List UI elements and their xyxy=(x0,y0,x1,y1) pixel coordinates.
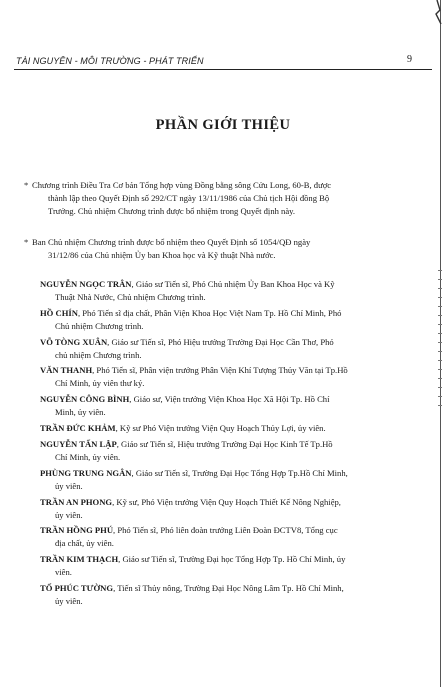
page-number: 9 xyxy=(407,54,412,65)
member-name: NGUYỄN TẤN LẬP xyxy=(40,438,117,449)
member-entry xyxy=(40,553,422,579)
member-entry xyxy=(40,336,422,362)
member-role: , Tiến sĩ Thủy nông, Trường Đại Học Nông Lâm Tp. Hồ Chí Minh, xyxy=(113,583,344,594)
member-role-continued: Chủ nhiệm Chương trình. xyxy=(55,320,144,331)
member-name: HỒ CHÍN xyxy=(40,307,78,318)
member-role-continued: viên. xyxy=(55,567,72,578)
running-header: TÀI NGUYÊN - MÔI TRƯỜNG - PHÁT TRIỂN xyxy=(16,56,204,66)
member-role-continued: Chí Minh, ủy viên thư ký. xyxy=(55,378,145,389)
member-role: , Giáo sư Tiến sĩ, Phó Chủ nhiệm Ủy Ban Khoa Học và Kỹ xyxy=(131,279,335,289)
member-entry xyxy=(40,438,422,464)
member-role-continued: ủy viên. xyxy=(55,595,83,606)
member-name: TỐ PHÚC TƯỜNG xyxy=(40,583,114,594)
member-entry xyxy=(40,364,422,390)
member-entry xyxy=(40,278,422,304)
bullet-line: Chương trình Điều Tra Cơ bản Tổng hợp vùng Đồng bằng sông Cửu Long, 60-B, được xyxy=(32,180,332,190)
member-entry xyxy=(40,422,422,435)
bullet-mark: * xyxy=(24,180,29,190)
member-list xyxy=(40,278,422,611)
member-name: TRẦN HỒNG PHÚ xyxy=(40,525,114,536)
member-name: TRẦN KIM THẠCH xyxy=(40,554,119,565)
bullet-line: Trưởng. Chủ nhiệm Chương trình được bổ nhiệm trong Quyết định này. xyxy=(48,206,296,216)
scan-corner-mark xyxy=(434,0,444,24)
member-entry xyxy=(40,496,422,522)
member-entry xyxy=(40,467,422,493)
member-role: , Giáo sư Tiến sĩ, Trường Đại học Tổng Hợp Tp. Hồ Chí Minh, ủy xyxy=(118,554,346,565)
member-entry xyxy=(40,307,422,333)
member-first-line xyxy=(40,393,422,406)
member-role: , Kỹ sư, Phó Viện trưởng Viện Quy Hoạch Thiết Kế Nông Nghiệp, xyxy=(112,496,341,507)
member-role: , Giáo sư Tiến sĩ, Trường Đại Học Tổng Hợp Tp.Hồ Chí Minh, xyxy=(131,467,348,478)
member-first-line xyxy=(40,467,422,480)
member-first-line xyxy=(40,524,422,537)
bullet-paragraph xyxy=(24,179,418,218)
member-first-line xyxy=(40,278,422,291)
member-role: , Giáo sư Tiến sĩ, Phó Hiệu trưởng Trường Đại Học Cần Thơ, Phó xyxy=(107,336,334,347)
member-first-line xyxy=(40,496,422,509)
member-entry xyxy=(40,393,422,419)
member-role-continued: Thuật Nhà Nước, Chủ nhiệm Chương trình. xyxy=(55,291,206,302)
member-name: TRẦN ĐỨC KHẢM xyxy=(40,423,116,434)
member-role: , Giáo sư Tiến sĩ, Hiệu trưởng Trường Đại Học Kinh Tế Tp.Hồ xyxy=(116,438,333,449)
header-rule xyxy=(14,69,432,70)
member-first-line xyxy=(40,422,422,435)
member-role: , Phó Tiến sĩ địa chất, Phân Viện Khoa Học Việt Nam Tp. Hồ Chí Minh, Phó xyxy=(77,307,342,318)
member-role-continued: địa chất, ủy viên. xyxy=(55,538,114,549)
bullet-paragraph xyxy=(24,236,418,262)
member-name: NGUYỄN NGỌC TRÂN xyxy=(40,279,132,289)
member-first-line xyxy=(40,364,422,377)
member-role-continued: Chí Minh, ủy viên. xyxy=(55,451,121,462)
member-first-line xyxy=(40,307,422,320)
member-role: , Phó Tiến sĩ, Phó liên đoàn trưởng Liên Đoàn ĐCTV8, Tổng cục xyxy=(113,525,338,536)
scan-edge-marks xyxy=(438,270,442,410)
bullet-mark: * xyxy=(24,237,29,247)
member-first-line xyxy=(40,553,422,566)
member-first-line xyxy=(40,336,422,349)
bullet-line: 31/12/86 của Chủ nhiệm Ủy ban Khoa học và Kỹ thuật Nhà nước. xyxy=(48,250,276,260)
member-first-line xyxy=(40,582,422,595)
member-role-continued: ủy viên. xyxy=(55,509,83,520)
member-role: , Giáo sư, Viện trưởng Viện Khoa Học Xã Hội Tp. Hồ Chí xyxy=(129,394,330,405)
bullet-line: Ban Chủ nhiệm Chương trình được bổ nhiệm theo Quyết Định số 1054/QĐ ngày xyxy=(32,237,311,247)
member-name: VĂN THANH xyxy=(40,365,93,376)
member-role: , Phó Tiến sĩ, Phân viện trưởng Phân Viện Khí Tượng Thủy Văn tại Tp.Hồ xyxy=(92,365,348,376)
member-entry xyxy=(40,582,422,608)
member-entry xyxy=(40,524,422,550)
member-role-continued: chủ nhiệm Chương trình. xyxy=(55,349,142,360)
member-first-line xyxy=(40,438,422,451)
member-role: , Kỹ sư Phó Viện trưởng Viện Quy Hoạch Thủy Lợi, ủy viên. xyxy=(115,423,326,434)
member-name: NGUYỄN CÔNG BÌNH xyxy=(40,394,130,405)
member-name: VÕ TÒNG XUÂN xyxy=(40,336,108,347)
bullet-line: thành lập theo Quyết Định số 292/CT ngày 13/11/1986 của Chủ tịch Hội đồng Bộ xyxy=(48,193,330,203)
member-role-continued: Minh, ủy viên. xyxy=(55,407,106,418)
member-name: TRẦN AN PHONG xyxy=(40,496,113,507)
member-name: PHÙNG TRUNG NGÂN xyxy=(40,467,132,478)
member-role-continued: ủy viên. xyxy=(55,480,83,491)
section-title: PHẦN GIỚI THIỆU xyxy=(155,117,291,133)
